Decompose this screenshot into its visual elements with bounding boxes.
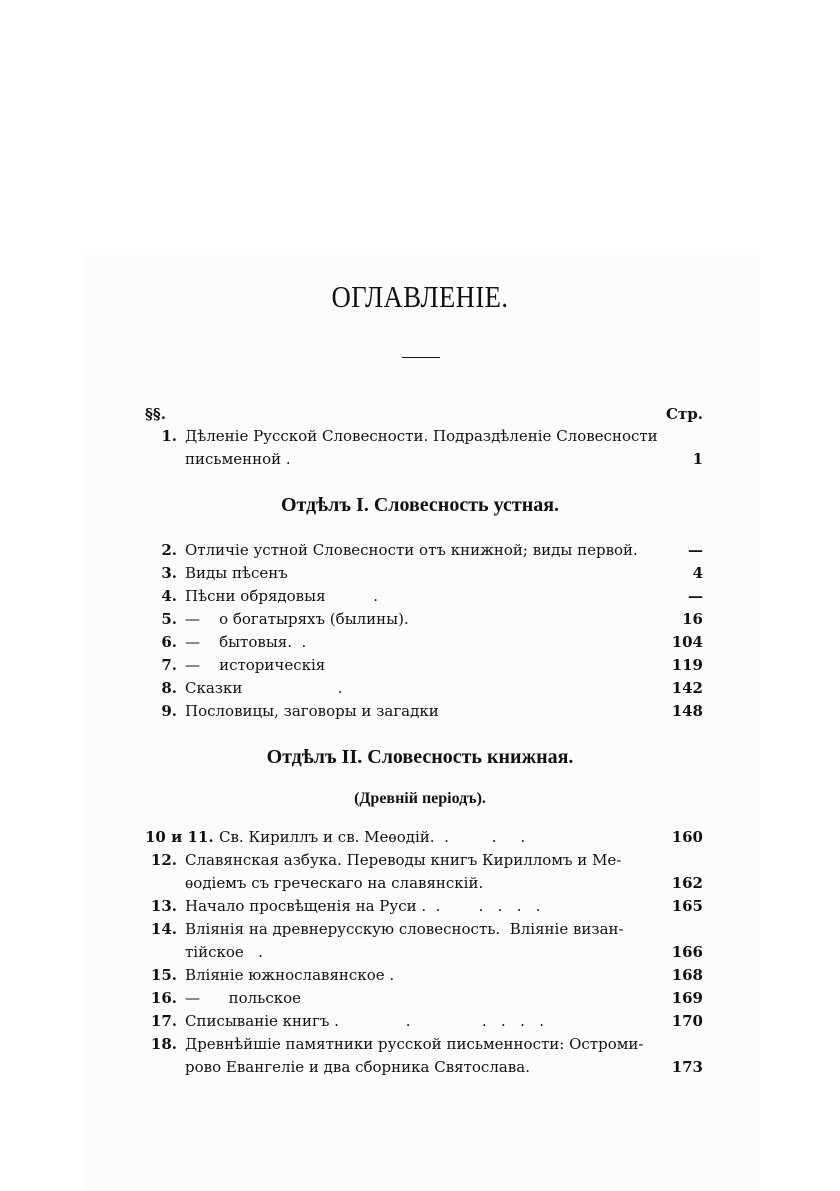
entry-title: Вліянія на древнерусскую словесность. Вліяніе визан- [185,920,624,938]
entry-title: — бытовыя. . [185,633,307,651]
entry-page: 119 [671,656,703,674]
entry-number: 18. [150,1035,177,1053]
entry-title: Виды пѣсенъ [185,564,288,582]
entry-title: Списываніе книгъ . . . . . . [185,1012,544,1030]
entry-page: 160 [671,828,703,846]
entry-number: 5. [161,610,177,628]
toc-entry [145,964,705,987]
entry-title: Пѣсни обрядовыя . [185,587,378,605]
entry-page: 148 [671,702,703,720]
toc-entry [145,895,705,918]
toc-entry [145,585,705,608]
toc-entry [145,1033,705,1056]
entry-title: Древнѣйшіе памятники русской письменности: Остроми- [185,1035,644,1053]
entry-page: 4 [692,564,703,582]
toc-entry-continuation [145,941,705,964]
toc-entry [145,562,705,585]
entry-number: 10 и 11. [145,828,214,846]
page-title: ОГЛАВЛЕНІЕ. [331,279,509,314]
entry-number: 3. [161,564,177,582]
entry-title: Сказки . [185,679,343,697]
entry-page: 166 [671,943,703,961]
entry-page: 1 [692,450,703,468]
toc-entry-continuation [145,872,705,895]
entry-title: Начало просвѣщенія на Руси . . . . . . [185,897,541,915]
entry-title: Отличіе устной Словесности отъ книжной; виды первой. [185,541,638,559]
entry-page: 169 [671,989,703,1007]
entry-number: 1. [161,427,177,445]
toc-entry [145,826,705,849]
entry-number: 7. [161,656,177,674]
entry-number: 9. [161,702,177,720]
toc-entry [145,654,705,677]
entry-number: 14. [150,920,177,938]
toc-entry [145,631,705,654]
section-heading: Отдѣлъ II. Словесность книжная. [266,746,574,768]
entry-title: — историческія [185,656,326,674]
entry-page: 170 [671,1012,703,1030]
entry-number: 17. [150,1012,177,1030]
entry-page: — [688,587,703,605]
toc-entry [145,608,705,631]
entry-page: 162 [671,874,703,892]
section-column-label: §§. [145,405,166,423]
entry-page: 16 [682,610,703,628]
entry-title: Славянская азбука. Переводы книгъ Кирилломъ и Ме- [185,851,622,869]
entry-number: 8. [161,679,177,697]
toc-entry [145,425,705,448]
entry-title-continued: письменной . [185,450,291,468]
entry-title: Дѣленіе Русской Словесности. Подраздѣленіе Словесности [185,427,658,445]
entry-page: — [688,541,703,559]
entry-title-continued: ѳодіемъ съ греческаго на славянскій. [185,874,484,892]
entry-page: 168 [671,966,703,984]
toc-entry [145,987,705,1010]
toc-header [145,405,705,427]
toc-entry [145,849,705,872]
entry-number: 12. [150,851,177,869]
entry-page: 104 [671,633,703,651]
title-rule [402,357,440,358]
entry-title: Вліяніе южнославянское . [185,966,395,984]
entry-number: 6. [161,633,177,651]
entry-title: Пословицы, заговоры и загадки [185,702,439,720]
toc-entry [145,677,705,700]
entry-title-continued: рово Евангеліе и два сборника Святослава. [185,1058,530,1076]
entry-title: Св. Кириллъ и св. Меѳодій. . . . [219,828,526,846]
section-subheading: (Древній періодъ). [354,790,486,807]
entry-number: 2. [161,541,177,559]
entry-number: 4. [161,587,177,605]
toc-entry [145,700,705,723]
toc-entry [145,539,705,562]
entry-title: — польское [185,989,302,1007]
entry-page: 142 [671,679,703,697]
section-heading: Отдѣлъ I. Словесность устная. [280,494,560,516]
entry-page: 173 [671,1058,703,1076]
entry-title-continued: тійское . [185,943,263,961]
toc-entry [145,1010,705,1033]
toc-entry-continuation [145,1056,705,1079]
toc-entry [145,918,705,941]
page-column-label: Стр. [666,405,703,423]
entry-number: 13. [150,897,177,915]
toc-entry-continuation [145,448,705,471]
entry-title: — о богатыряхъ (былины). [185,610,409,628]
entry-page: 165 [671,897,703,915]
entry-number: 15. [150,966,177,984]
entry-number: 16. [150,989,177,1007]
